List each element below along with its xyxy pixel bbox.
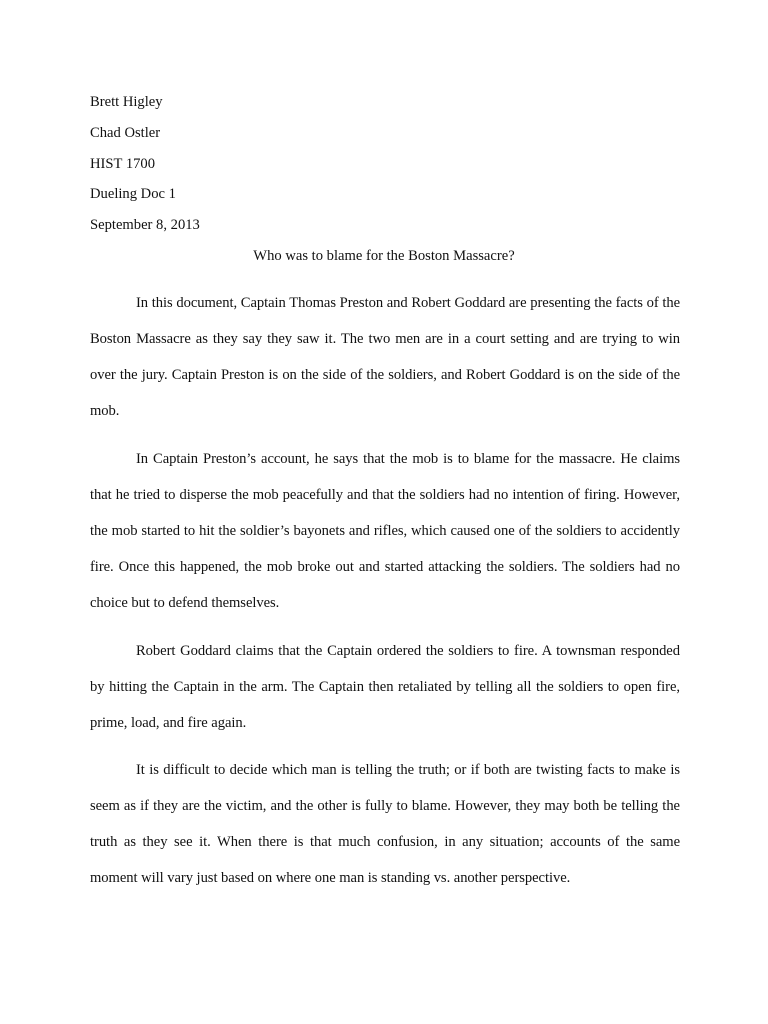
paragraph-conclusion: It is difficult to decide which man is telling the truth; or if both are twisting facts to make is seem as if they are the victim, and the other is fully to blame. However, they may both be telling the truth as they see it. When there is that much confusion, in any situation; accounts of the same moment will vary just based on where one man is standing vs. another perspective. bbox=[90, 762, 680, 886]
assignment-name: Dueling Doc 1 bbox=[90, 186, 176, 202]
author-name: Brett Higley bbox=[90, 94, 163, 110]
instructor-name: Chad Ostler bbox=[90, 125, 161, 141]
document-title: Who was to blame for the Boston Massacre? bbox=[253, 248, 515, 264]
paragraph-goddard-account: Robert Goddard claims that the Captain ordered the soldiers to fire. A townsman responded by hitting the Captain in the arm. The Captain then retaliated by telling all the soldiers to open fire, prime, load, and fire again. bbox=[90, 643, 680, 731]
course-code: HIST 1700 bbox=[90, 156, 156, 172]
document-date: September 8, 2013 bbox=[90, 217, 200, 233]
paragraph-preston-account: In Captain Preston’s account, he says that the mob is to blame for the massacre. He claims that he tried to disperse the mob peacefully and that the soldiers had no intention of firing. However, the mob started to hit the soldier’s bayonets and rifles, which caused one of the soldiers to accidently fire. Once this happened, the mob broke out and started attacking the soldiers. The soldiers had no choice but to defend themselves. bbox=[90, 451, 680, 611]
paragraph-intro: In this document, Captain Thomas Preston and Robert Goddard are presenting the facts of the Boston Massacre as they say they saw it. The two men are in a court setting and are trying to win over the jury. Captain Preston is on the side of the soldiers, and Robert Goddard is on the side of the mob. bbox=[90, 295, 680, 419]
